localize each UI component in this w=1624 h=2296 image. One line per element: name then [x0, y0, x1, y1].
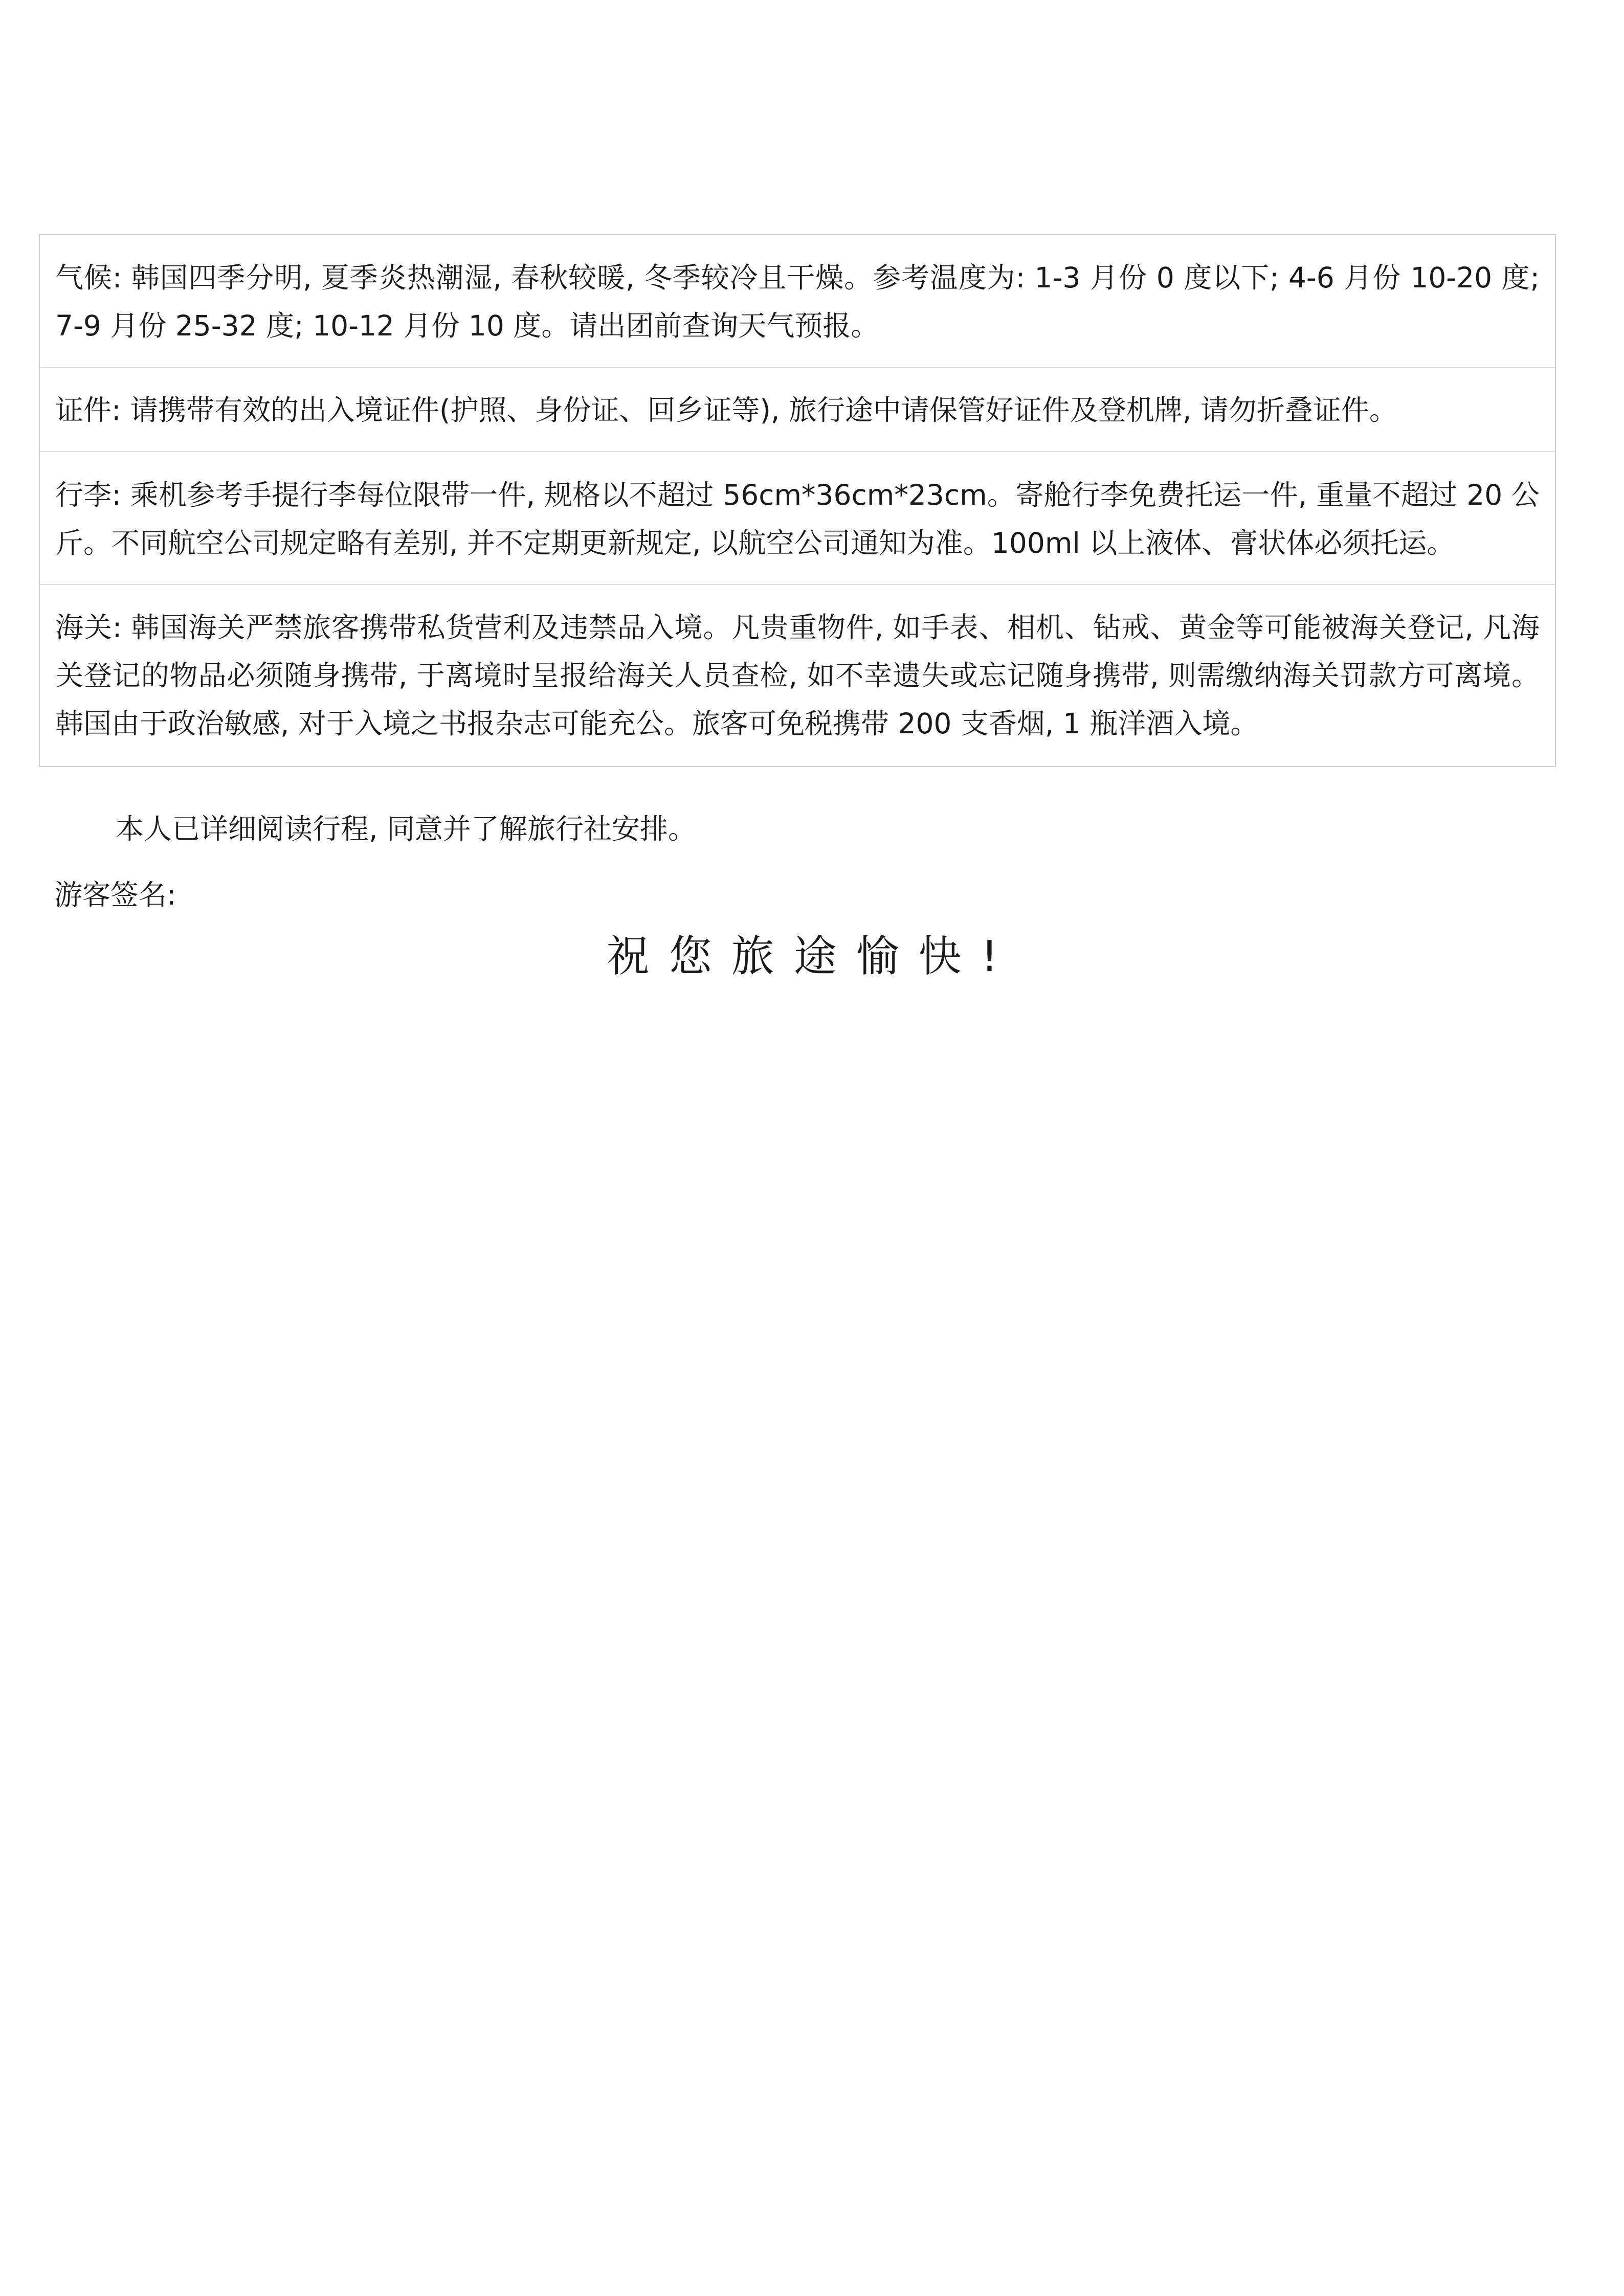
signature-label: 游客签名:	[54, 879, 176, 911]
agreement-statement: 本人已详细阅读行程, 同意并了解旅行社安排。	[116, 813, 696, 845]
notice-documents: 证件: 请携带有效的出入境证件(护照、身份证、回乡证等), 旅行途中请保管好证件及登机牌, 请勿折叠证件。	[40, 368, 1555, 452]
closing-wish: 祝您旅途愉快!	[606, 931, 1018, 981]
notice-luggage: 行李: 乘机参考手提行李每位限带一件, 规格以不超过 56cm*36cm*23cm。寄舱行李免费托运一件, 重量不超过 20 公斤。不同航空公司规定略有差别, 并不定期更新规定, 以航空公司通知为准。100ml 以上液体、膏状体必须托运。	[40, 452, 1555, 585]
travel-notice-table	[39, 234, 1556, 767]
notice-customs: 海关: 韩国海关严禁旅客携带私货营利及违禁品入境。凡贵重物件, 如手表、相机、钻戒、黄金等可能被海关登记, 凡海关登记的物品必须随身携带, 于离境时呈报给海关人员查检, 如不幸遗失或忘记随身携带, 则需缴纳海关罚款方可离境。韩国由于政治敏感, 对于入境之书报杂志可能充公。旅客可免税携带 200 支香烟, 1 瓶洋酒入境。	[55, 611, 1540, 740]
notice-climate: 气候: 韩国四季分明, 夏季炎热潮湿, 春秋较暖, 冬季较冷且干燥。参考温度为: 1-3 月份 0 度以下; 4-6 月份 10-20 度; 7-9 月份 25-32 度; 10-12 月份 10 度。请出团前查询天气预报。	[40, 235, 1555, 368]
